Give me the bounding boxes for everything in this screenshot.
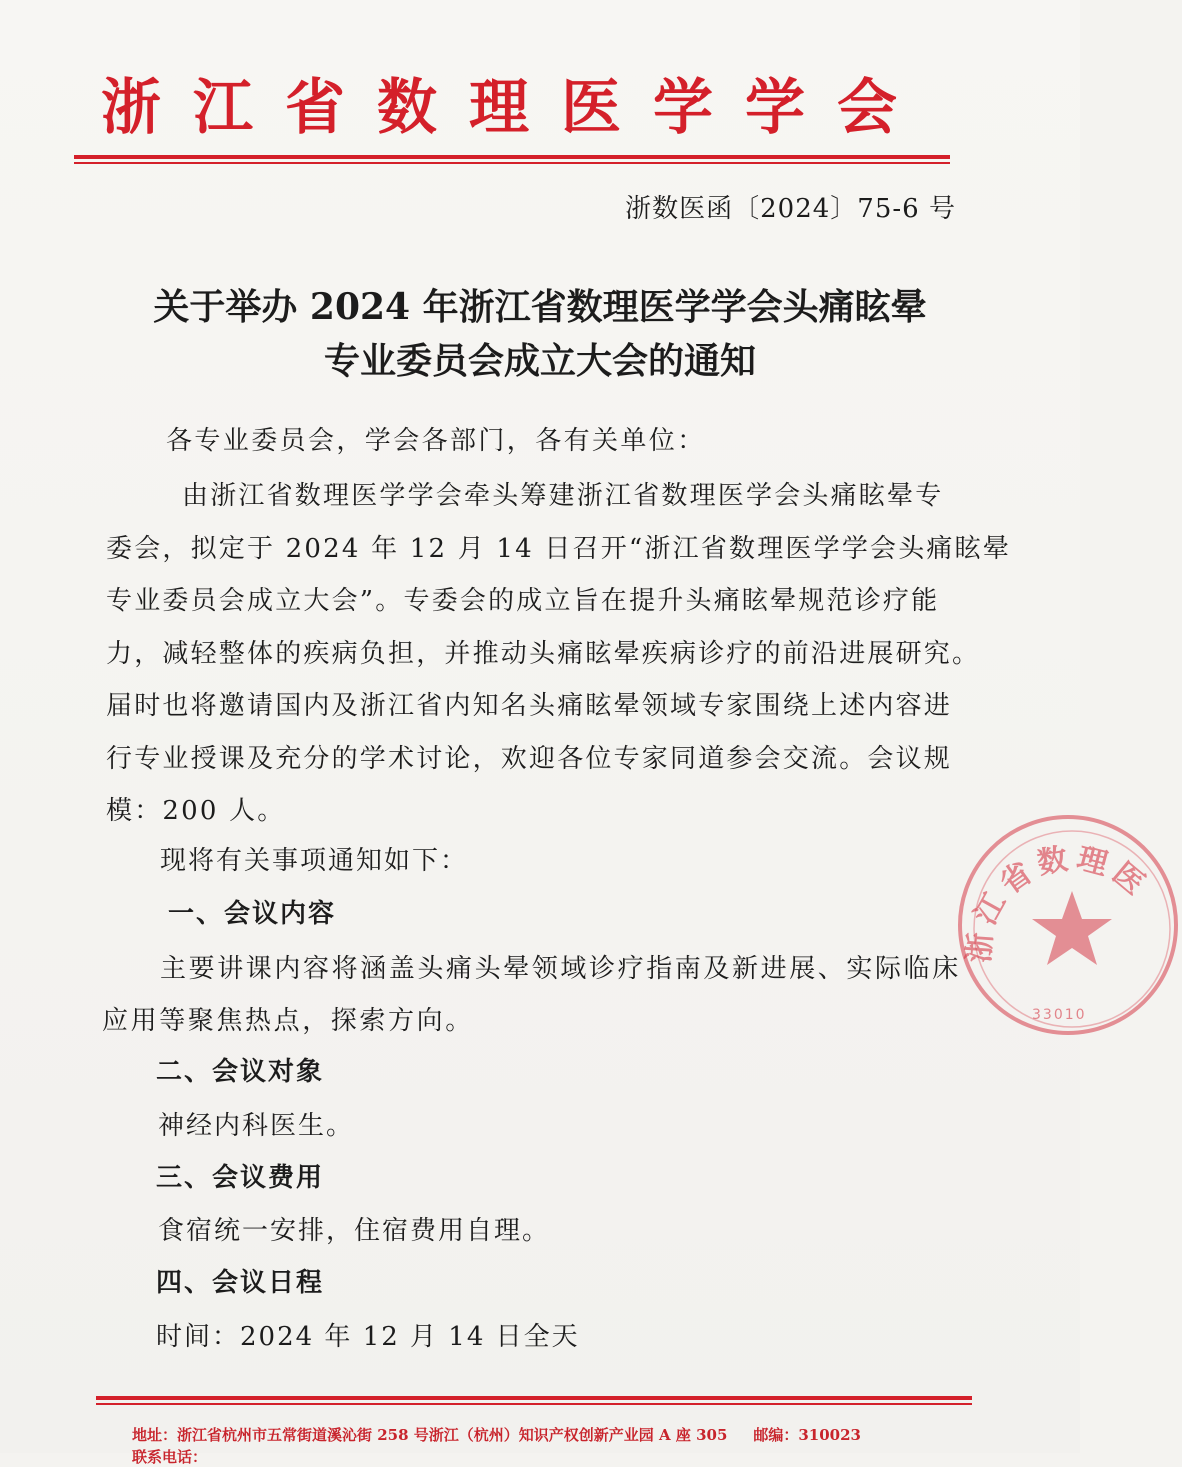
body-line: 力，减轻整体的疾病负担，并推动头痛眩晕疾病诊疗的前沿进展研究。 [106,638,981,669]
body-line: 模：200 人。 [106,796,286,826]
document-title [60,280,1020,388]
letterhead-rule-thin [74,162,950,164]
seal-number: 33010 [1032,1007,1087,1023]
seal-graphic [962,819,1182,1039]
footer-address: 地址：浙江省杭州市五常街道溪沁街 258 号浙江（杭州）知识产权创新产业园 A 座 305 [132,1426,728,1444]
body-line: 委会，拟定于 2024 年 12 月 14 日召开“浙江省数理医学学会头痛眩晕 [106,533,1012,564]
section-2-heading: 二、会议对象 [156,1057,325,1087]
footer-rule-thin [96,1403,972,1405]
footer-rule-thick [96,1396,972,1400]
body-line: 专业委员会成立大会”。专委会的成立旨在提升头痛眩晕规范诊疗能 [106,586,940,616]
section-2-text: 神经内科医生。 [158,1111,355,1141]
footer-postcode: 邮编：310023 [753,1426,861,1444]
section-1-heading: 一、会议内容 [168,899,337,929]
title-line-1: 关于举办 2024 年浙江省数理医学学会头痛眩晕 [153,286,927,328]
letterhead-org-name: 浙江省数理医学学会 [101,73,929,143]
body-line: 由浙江省数理医学学会牵头筹建浙江省数理医学会头痛眩晕专 [182,481,944,511]
seal-text: 浙江省数理医 [962,840,1156,964]
title-line-2: 专业委员会成立大会的通知 [323,340,756,382]
letterhead-rule-thick [74,155,950,159]
footer-address-line [132,1424,1032,1445]
official-seal [958,815,1178,1035]
section-1-line-2: 应用等聚焦热点，探索方向。 [102,1006,474,1036]
footer-contact-line: 联系电话： [132,1448,208,1466]
document-number: 浙数医函〔2024〕75-6 号 [625,194,956,224]
body-paragraph [106,470,1012,838]
salutation: 各专业委员会，学会各部门，各有关单位： [166,426,706,456]
body-line: 行专业授课及充分的学术讨论，欢迎各位专家同道参会交流。会议规 [106,743,953,774]
section-3-text: 食宿统一安排，住宿费用自理。 [158,1216,551,1246]
notice-intro: 现将有关事项通知如下： [160,846,469,876]
section-4-heading: 四、会议日程 [156,1268,325,1298]
section-3-heading: 三、会议费用 [156,1163,325,1193]
section-4-text: 时间：2024 年 12 月 14 日全天 [156,1322,580,1352]
seal-star-icon [1032,891,1112,965]
body-line: 届时也将邀请国内及浙江省内知名头痛眩晕领域专家围绕上述内容进 [106,691,953,721]
section-1-line-1: 主要讲课内容将涵盖头痛头晕领域诊疗指南及新进展、实际临床 [160,954,961,984]
